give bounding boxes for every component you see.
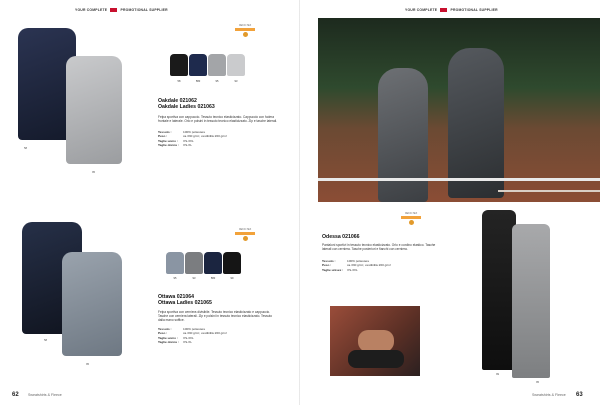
page-header [75, 8, 168, 12]
brand-logo [440, 8, 447, 12]
product-code-label: 58 [44, 338, 48, 342]
section-name: Sweatshirts & Fleece [28, 393, 62, 397]
oeko-tex-badge [398, 212, 424, 226]
page-header [405, 8, 498, 12]
swatch-label: 95 [173, 277, 177, 280]
person-man [448, 48, 504, 198]
swatch-label: 93 [192, 277, 196, 280]
page-number: 62 [12, 392, 19, 398]
swatch-navy [204, 252, 222, 274]
swatch-label: 95 [215, 80, 219, 83]
oakdale-grey-hoodie [66, 56, 122, 164]
lifestyle-photo-tennis [318, 18, 600, 202]
certification-stamp-icon [243, 32, 248, 37]
swatch-navy [189, 54, 207, 76]
tennis-net [318, 178, 600, 181]
header-brand-b: PROMOTIONAL SUPPLIER [450, 8, 498, 12]
swatch-light-grey [227, 54, 245, 76]
product-title: Ottawa Ladies 021065 [158, 300, 212, 306]
product-title: Oakdale 021062 [158, 98, 197, 104]
ottawa-grey-jacket [62, 252, 122, 356]
brand-logo [110, 8, 117, 12]
badge-bar [235, 232, 255, 235]
oeko-tex-badge [232, 228, 258, 242]
swatch-label: 99 [230, 277, 234, 280]
badge-text: OEKO-TEX [404, 212, 418, 215]
spec-list: Tessuto : 100% poliestere Peso : ca.330 g/m², vestibilità 260 g/m² Taglie uomo : XS-3XL Taglie donna : XS-XL [158, 327, 227, 345]
swatch-black [170, 54, 188, 76]
ottawa-title [158, 294, 212, 306]
spec-list: Tessuto : 100% poliestere Peso : ca.330 g/m², vestibilità 260 g/m² Taglie uomo : XS-3XL Taglie donna : XS-XL [158, 130, 227, 148]
catalog-page-right [300, 0, 600, 405]
odessa-grey-pants [512, 224, 550, 378]
badge-bar [235, 28, 255, 31]
swatch-black [223, 252, 241, 274]
lifestyle-photo-shoelace [330, 306, 420, 376]
badge-text: OEKO-TEX [238, 228, 252, 231]
product-code-label: 58 [24, 146, 28, 150]
header-brand-a: YOUR COMPLETE [405, 8, 438, 12]
swatch-label: 580 [195, 80, 201, 83]
product-code-label: 95 [536, 380, 540, 384]
person-woman [378, 68, 428, 202]
swatch-grey [208, 54, 226, 76]
oeko-tex-badge [232, 24, 258, 38]
product-code-label: 99 [496, 372, 500, 376]
product-title: Odessa 021066 [322, 234, 360, 240]
product-description: Felpa sportiva con cerniera divisibile. Tessuto tecnico elasticizzato e cappuccio. Tasche con cerniera laterali. Zip e polsini in tessuto tecnico elasticizzato. Tessuto dalla mano soffice. [158, 310, 273, 323]
product-description: Felpa sportiva con cappuccio. Tessuto tecnico elasticizzato. Cappuccio con foderа frontale e laterale. Orlo e polsini in tessuto tecnico elasticizzato. Zip e tasche laterali. [158, 115, 278, 124]
header-brand-a: YOUR COMPLETE [75, 8, 108, 12]
product-code-label: 95 [92, 170, 96, 174]
product-code-label: 95 [86, 362, 90, 366]
shoe [348, 350, 404, 368]
oakdale-title [158, 98, 215, 110]
swatch-label: 580 [210, 277, 216, 280]
section-name: Sweatshirts & Fleece [532, 393, 566, 397]
court-line [498, 190, 600, 192]
badge-text: OEKO-TEX [238, 24, 252, 27]
certification-stamp-icon [409, 220, 414, 225]
badge-bar [401, 216, 421, 219]
swatch-grey-blue [166, 252, 184, 274]
header-brand-b: PROMOTIONAL SUPPLIER [120, 8, 168, 12]
swatch-label: 58 [177, 80, 181, 83]
swatch-grey [185, 252, 203, 274]
product-title: Oakdale Ladies 021063 [158, 104, 215, 110]
page-number: 63 [576, 392, 583, 398]
certification-stamp-icon [243, 236, 248, 241]
product-title: Ottawa 021064 [158, 294, 195, 300]
product-description: Pantaloni sportivi in tessuto tecnico elasticizzato. Orlo e cordino elastico. Tasche laterali con cerniera. Tasche posteriori e fianchi con cerniera. [322, 243, 436, 252]
odessa-black-pants [482, 210, 516, 370]
swatch-label: 93 [234, 80, 238, 83]
hands [358, 330, 394, 352]
spec-list: Tessuto : 100% poliestere Peso : ca.330 g/m², vestibilità 260 g/m² Taglie unisex : XS-3XL [322, 259, 391, 272]
